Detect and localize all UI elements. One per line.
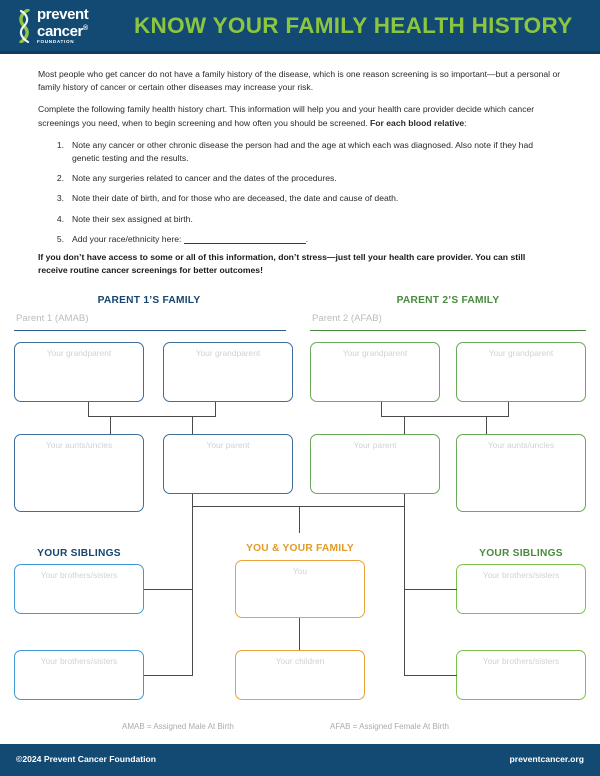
logo-word-cancer: cancer® (37, 22, 88, 40)
you-section-title: YOU & YOUR FAMILY (246, 543, 354, 554)
list-item-text: Note any cancer or other chronic disease the person had and the age at which each was diagnosed. Also note if they had genetic testing and the results. (72, 139, 534, 164)
footer-copyright: ©2024 Prevent Cancer Foundation (16, 754, 157, 764)
connector-p2-gpleft-down (381, 402, 382, 416)
intro-paragraph-2-lead: Complete the following family health history chart. This information will help you and your health care provider decide which cancer screenings you need, when to begin screening and how often you should be screened. (38, 104, 535, 128)
p2-parent-box[interactable] (310, 434, 440, 494)
connector-p1-gpright-down (215, 402, 216, 416)
your-children-placeholder: Your children (275, 656, 325, 666)
connector-p2-to-parent (404, 416, 405, 434)
connector-sibling-left-2 (144, 675, 193, 676)
p2-aunts-uncles-box[interactable] (456, 434, 586, 512)
siblings-left-title: YOUR SIBLINGS (37, 548, 121, 559)
list-item-text: Note any surgeries related to cancer and the dates of the procedures. (72, 173, 337, 184)
connector-p1-bus (88, 416, 216, 417)
p2-grandparent-left-box[interactable] (310, 342, 440, 402)
connector-bus-to-you (299, 506, 300, 533)
connector-sibling-right-2 (404, 675, 457, 676)
connector-p1parent-down (192, 494, 193, 506)
page-header (0, 0, 600, 51)
list-item-number: 1. (56, 139, 64, 150)
legend-amab: AMAB = Assigned Male At Birth (122, 722, 234, 731)
list-item-number: 5. (56, 233, 64, 244)
header-accent-bar (0, 51, 600, 54)
connector-p2-gpright-down (508, 402, 509, 416)
connector-p1-to-aunts (110, 416, 111, 434)
siblings-right-title: YOUR SIBLINGS (479, 548, 563, 559)
prevent-cancer-logo (16, 7, 120, 45)
parent2-name-field[interactable] (310, 313, 586, 331)
list-item (50, 192, 562, 205)
you-box[interactable] (235, 560, 365, 618)
logo-wordmark (37, 5, 89, 45)
parent1-section-title: PARENT 1’S FAMILY (97, 295, 201, 306)
logo-subtitle: FOUNDATION (37, 38, 75, 44)
list-item (50, 213, 562, 226)
sibling-right-box-2[interactable] (456, 650, 586, 700)
connector-sibling-right-1 (404, 589, 457, 590)
p2-parent-placeholder: Your parent (353, 440, 397, 450)
sibling-right-box-1[interactable] (456, 564, 586, 614)
sibling-left-box-1-placeholder: Your brothers/sisters (40, 570, 118, 580)
sibling-right-box-1-placeholder: Your brothers/sisters (482, 570, 560, 580)
p2-grandparent-left-placeholder: Your grandparent (342, 348, 408, 358)
connector-right-siblings-spine (404, 589, 405, 675)
intro-paragraph-2-tail: : (464, 117, 467, 128)
connector-p2-to-aunts (486, 416, 487, 434)
connector-left-siblings-spine (192, 589, 193, 675)
list-item-suffix: . (305, 233, 309, 244)
p1-grandparent-left-placeholder: Your grandparent (46, 348, 112, 358)
p1-grandparent-right-box[interactable] (163, 342, 293, 402)
p1-parent-box[interactable] (163, 434, 293, 494)
instruction-list (50, 139, 562, 246)
sibling-left-box-1[interactable] (14, 564, 144, 614)
ribbon-logo-icon (16, 9, 36, 43)
page-title: KNOW YOUR FAMILY HEALTH HISTORY (134, 12, 573, 38)
intro-paragraph-2-bold: For each blood relative (370, 117, 465, 128)
logo-trademark: ® (82, 24, 88, 32)
connector-p1-to-parent (192, 416, 193, 434)
connector-p2-bus (381, 416, 509, 417)
connector-you-to-children (299, 618, 300, 650)
parent2-section-title: PARENT 2’S FAMILY (396, 295, 500, 306)
list-item-number: 2. (56, 173, 64, 184)
legend-afab: AFAB = Assigned Female At Birth (330, 722, 449, 731)
list-item (50, 172, 562, 185)
connector-p1-gpleft-down (88, 402, 89, 416)
you-box-placeholder: You (292, 566, 308, 576)
parent1-name-field[interactable] (14, 313, 286, 331)
parent1-name-label: Parent 1 (AMAB) (16, 313, 89, 324)
family-tree-chart (0, 285, 600, 725)
list-item-number: 4. (56, 213, 64, 224)
p1-aunts-uncles-placeholder: Your aunts/uncles (45, 440, 113, 450)
race-ethnicity-input[interactable] (184, 243, 306, 244)
list-item (50, 233, 562, 246)
list-item-text: Note their date of birth, and for those who are deceased, the date and cause of death. (72, 193, 399, 204)
p1-grandparent-left-box[interactable] (14, 342, 144, 402)
intro-copy (38, 68, 562, 253)
page-footer (0, 744, 600, 776)
intro-paragraph-2 (38, 103, 562, 129)
p1-aunts-uncles-box[interactable] (14, 434, 144, 512)
connector-p2parent-down (404, 494, 405, 506)
intro-paragraph-1: Most people who get cancer do not have a family history of the disease, which is one reason screening is so important—but a personal or family history of cancer or certain other diseases may increase your risk. (38, 69, 561, 93)
p2-aunts-uncles-placeholder: Your aunts/uncles (487, 440, 555, 450)
connector-sibling-left-1 (144, 589, 193, 590)
sibling-right-box-2-placeholder: Your brothers/sisters (482, 656, 560, 666)
list-item-number: 3. (56, 193, 64, 204)
p2-grandparent-right-placeholder: Your grandparent (488, 348, 554, 358)
footer-website-link[interactable]: preventcancer.org (509, 754, 584, 764)
sibling-left-box-2[interactable] (14, 650, 144, 700)
list-item-text: Add your race/ethnicity here: (72, 233, 184, 244)
p1-grandparent-right-placeholder: Your grandparent (195, 348, 261, 358)
list-item (50, 139, 562, 165)
logo-word-prevent: prevent (37, 5, 89, 23)
p2-grandparent-right-box[interactable] (456, 342, 586, 402)
your-children-box[interactable] (235, 650, 365, 700)
sibling-left-box-2-placeholder: Your brothers/sisters (40, 656, 118, 666)
p1-parent-placeholder: Your parent (206, 440, 250, 450)
callout-note: If you don’t have access to some or all of this information, don’t stress—just tell your health care provider. You can still receive routine cancer screenings for better outcomes! (38, 252, 526, 275)
parent2-name-label: Parent 2 (AFAB) (312, 313, 382, 324)
list-item-text: Note their sex assigned at birth. (72, 213, 193, 224)
